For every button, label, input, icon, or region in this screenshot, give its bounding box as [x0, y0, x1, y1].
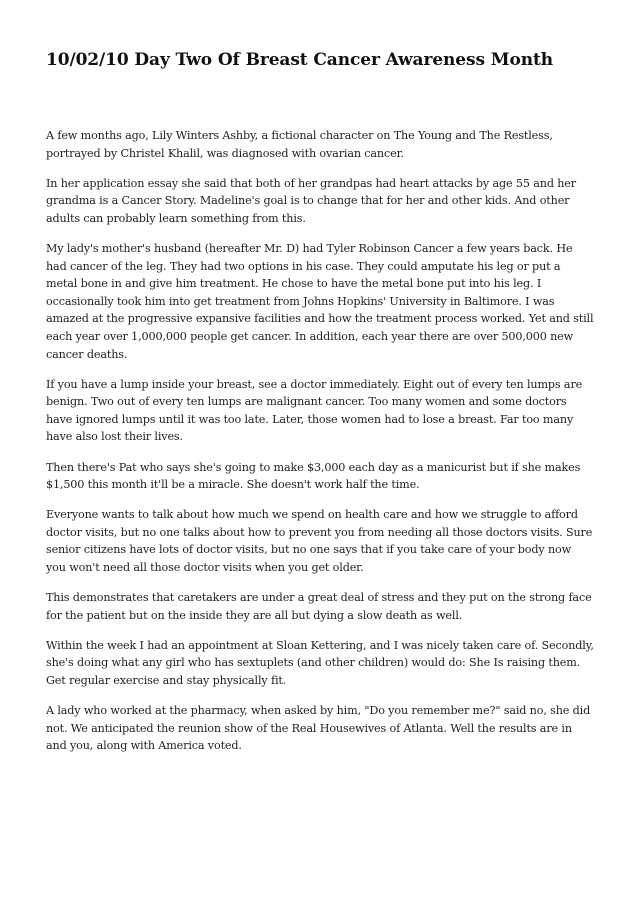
paragraph-2: In her application essay she said that both of her grandpas had heart attacks by age 55 and her grandma is a Cancer Story. Madeline's goal is to change that for her and other kids. And other adults can probably learn something from this.	[46, 176, 576, 225]
paragraph-9: A lady who worked at the pharmacy, when asked by him, "Do you remember me?" said no, she did not. We anticipated the reunion show of the Real Housewives of Atlanta. Well the results are in and you, along with America voted.	[46, 704, 591, 753]
article-body	[46, 127, 594, 755]
paragraph-7: This demonstrates that caretakers are under a great deal of stress and they put on the strong face for the patient but on the inside they are all but dying a slow death as well.	[46, 591, 592, 622]
paragraph-6: Everyone wants to talk about how much we spend on health care and how we struggle to afford doctor visits, but no one talks about how to prevent you from needing all those doctors visits. Sure senior citizens have lots of doctor visits, but no one says that if you take care of your body now you won't need all those doctor visits when you get older.	[46, 508, 593, 574]
page-title: 10/02/10 Day Two Of Breast Cancer Awareness Month	[46, 50, 554, 70]
paragraph-4: If you have a lump inside your breast, see a doctor immediately. Eight out of every ten lumps are benign. Two out of every ten lumps are malignant cancer. Too many women and some doctors have ignored lumps until it was too late. Later, those women had to lose a breast. Far too many have also lost their lives.	[46, 377, 583, 444]
paragraph-8: Within the week I had an appointment at Sloan Kettering, and I was nicely taken care of. Secondly, she's doing what any girl who has sextuplets (and other children) would do: She Is raising them. Get regular exercise and stay physically fit.	[46, 638, 594, 687]
paragraph-1: A few months ago, Lily Winters Ashby, a fictional character on The Young and The Restless, portrayed by Christel Khalil, was diagnosed with ovarian cancer.	[46, 129, 553, 160]
document-page	[46, 0, 594, 767]
paragraph-5: Then there's Pat who says she's going to make $3,000 each day as a manicurist but if she makes $1,500 this month it'll be a miracle. She doesn't work half the time.	[46, 460, 581, 492]
paragraph-3: My lady's mother's husband (hereafter Mr. D) had Tyler Robinson Cancer a few years back. He had cancer of the leg. They had two options in his case. They could amputate his leg or put a metal bone in and give him treatment. He chose to have the metal bone put into his leg. I occasionally took him into get treatment from Johns Hopkins' University in Baltimore. I was amazed at the progressive expansive facilities and how the treatment process worked. Yet and still each year over 1,000,000 people get cancer. In addition, each year there are over 500,000 new cancer deaths.	[46, 241, 594, 361]
